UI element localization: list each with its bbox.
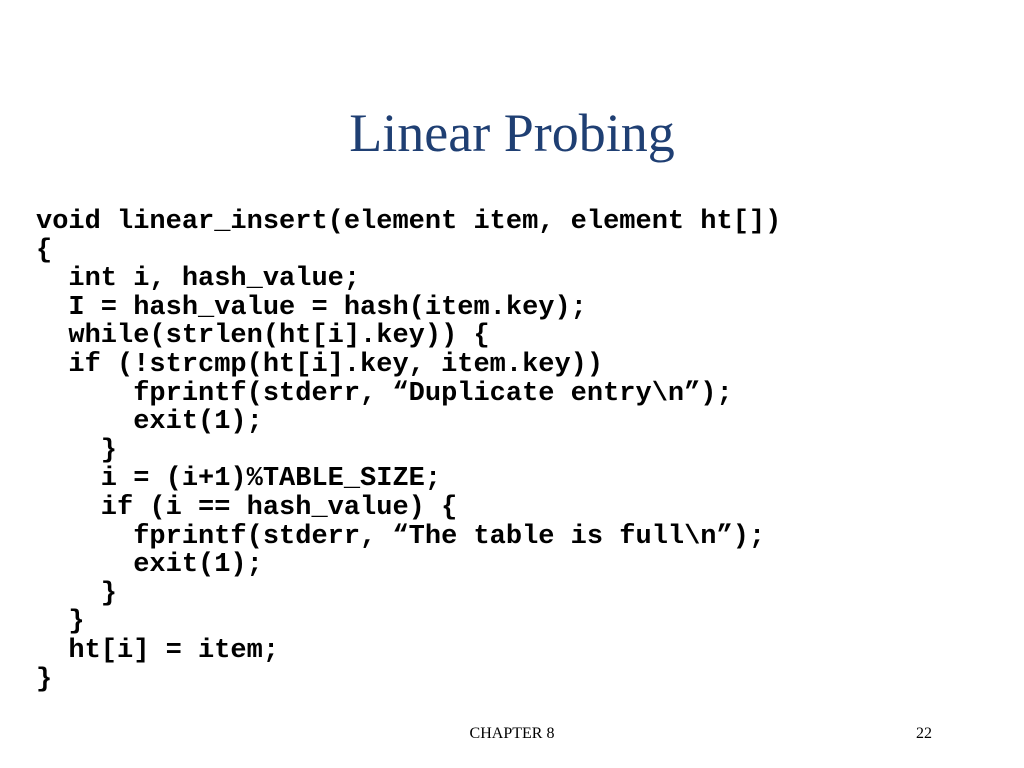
code-line: } bbox=[36, 607, 85, 638]
code-line: I = hash_value = hash(item.key); bbox=[36, 292, 587, 323]
code-line: while(strlen(ht[i].key)) { bbox=[36, 321, 490, 352]
code-line: void linear_insert(element item, element ht[]) bbox=[36, 207, 782, 237]
page-number: 22 bbox=[916, 725, 932, 742]
code-line: exit(1); bbox=[36, 407, 263, 438]
footer-chapter: CHAPTER 8 bbox=[469, 725, 555, 742]
code-line: } bbox=[36, 664, 53, 695]
code-line: fprintf(stderr, “The table is full\n”); bbox=[36, 521, 766, 552]
code-line: fprintf(stderr, “Duplicate entry\n”); bbox=[36, 378, 733, 409]
code-line: } bbox=[36, 435, 118, 466]
code-line: if (i == hash_value) { bbox=[36, 492, 458, 523]
code-line: { bbox=[36, 235, 53, 266]
code-line: } bbox=[36, 578, 118, 609]
code-block bbox=[36, 208, 996, 694]
slide-title: Linear Probing bbox=[349, 103, 675, 163]
code-line: i = (i+1)%TABLE_SIZE; bbox=[36, 464, 442, 495]
code-line: exit(1); bbox=[36, 550, 263, 581]
code-line: ht[i] = item; bbox=[36, 635, 280, 666]
code-line: int i, hash_value; bbox=[36, 264, 361, 295]
code-line: if (!strcmp(ht[i].key, item.key)) bbox=[36, 349, 604, 380]
